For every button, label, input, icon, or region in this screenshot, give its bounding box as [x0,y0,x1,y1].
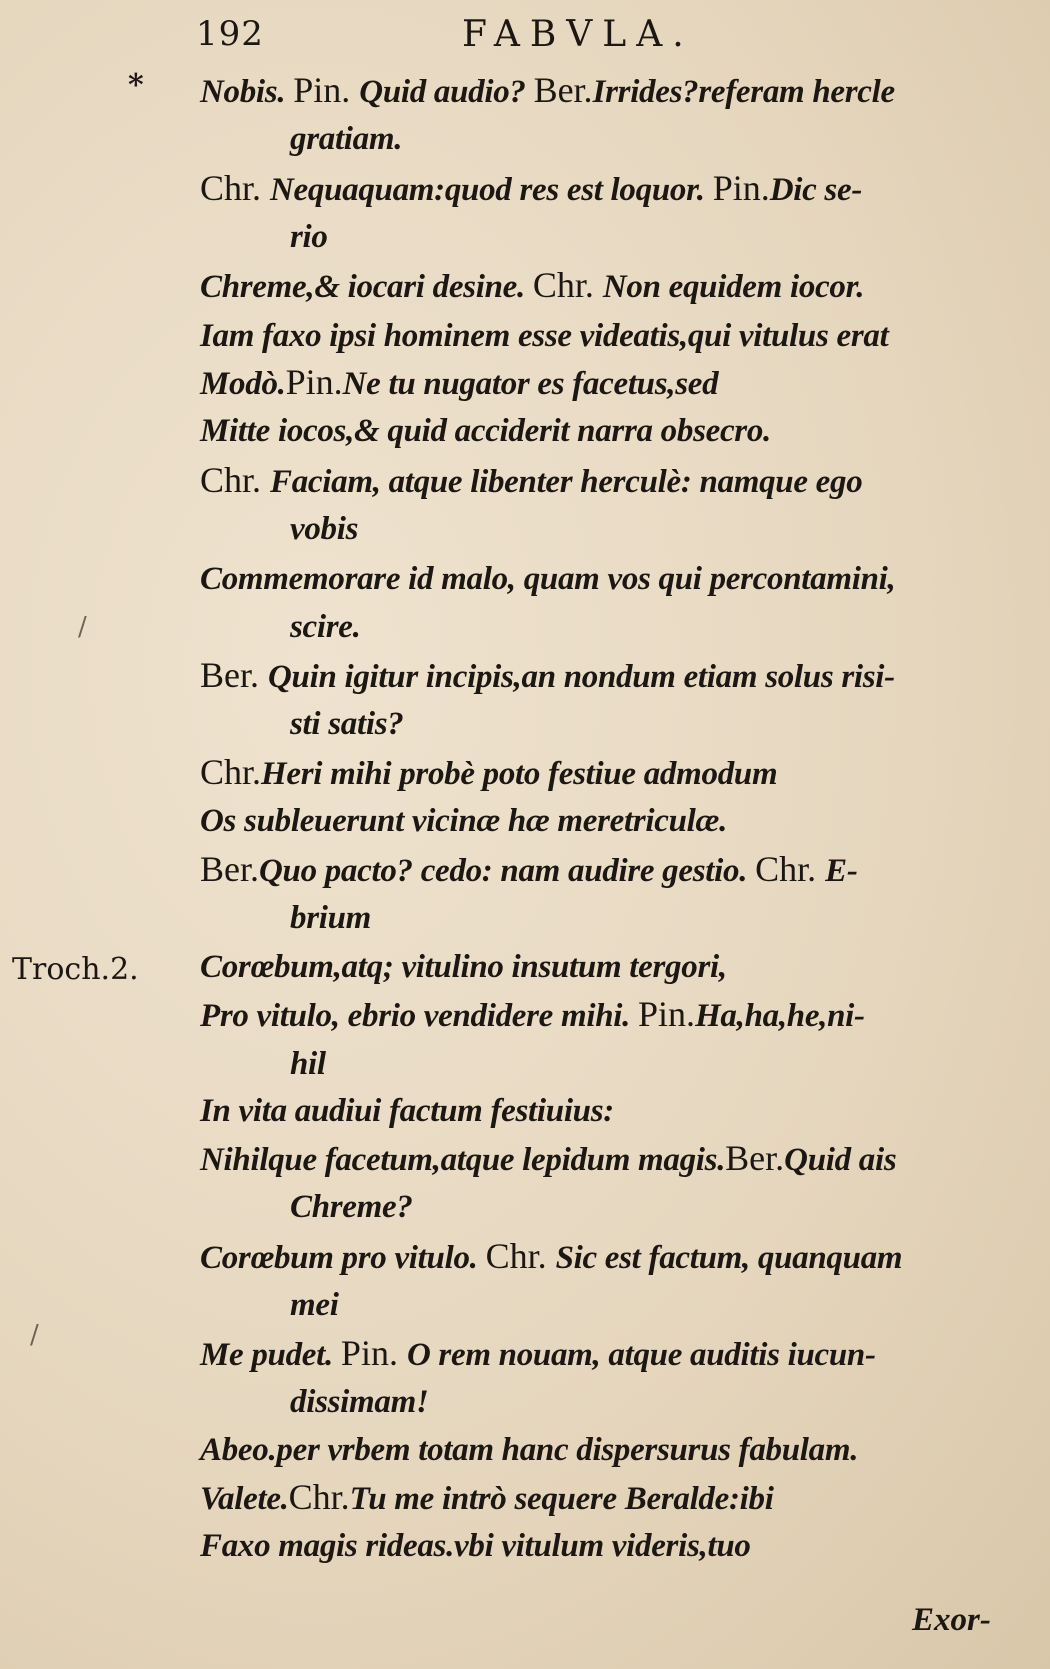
verse-text: Quin igitur incipis,an nondum etiam solus risi- [268,659,895,695]
speaker-label: Pin. [285,362,343,402]
verse-text: Ha,ha,he,ni- [695,998,865,1034]
speaker-label: Ber. [533,70,593,110]
marginal-note: Troch.2. [12,952,139,987]
verse-text: Quid ais [784,1142,897,1178]
speaker-label: Pin. [712,168,770,208]
text-line [200,265,864,307]
verse-text: E- [825,853,858,889]
asterisk-mark: * [128,68,144,103]
verse-text: Iam faxo ipsi hominem esse videatis,qui vitulus erat [200,318,889,354]
text-line [200,655,895,697]
verse-text: Dic se- [769,172,863,208]
text-line [290,897,371,938]
verse-text: Corœbum pro vitulo. [200,1240,486,1276]
verse-text: Valete. [200,1481,289,1517]
catchword: Exor- [912,1602,991,1638]
text-line [200,1477,774,1519]
page-header [0,8,1050,58]
text-line [290,1381,429,1422]
speaker-label: Chr. [288,1477,350,1517]
verse-text: Commemorare id malo, quam vos qui percontamini, [200,561,896,597]
verse-text: scire. [290,609,361,645]
page-number: 192 [196,14,264,54]
text-line [200,800,727,841]
text-line [200,1333,876,1375]
speaker-label: Chr. [485,1236,556,1276]
text-line [200,70,895,112]
text-line [290,1186,413,1227]
text-line [200,168,862,210]
text-line [290,508,358,549]
verse-text: Me pudet. [200,1337,341,1373]
verse-text: rio [290,219,328,255]
text-line [290,1043,326,1084]
verse-text: dissimam! [290,1384,429,1420]
running-head: FABVLA. [462,14,694,55]
verse-text: Sic est factum, quanquam [555,1240,903,1276]
verse-text: Nihilque facetum,atque lepidum magis. [200,1142,726,1178]
text-line [200,1525,751,1566]
text-line [200,994,865,1036]
margin-speck: / [30,1320,39,1350]
verse-text: Non equidem iocor. [602,269,865,305]
verse-text: brium [290,900,372,936]
verse-text: sti satis? [290,706,404,742]
verse-text: O rem nouam, atque auditis iucun- [406,1337,876,1373]
text-line [290,216,328,257]
verse-text: Abeo.per vrbem totam hanc dispersurus fabulam. [200,1432,859,1468]
verse-text: gratiam. [290,121,403,157]
verse-text: Quid audio? [359,74,534,110]
verse-text: Faxo magis rideas.vbi vitulum videris,tuo [200,1528,751,1564]
text-line [200,460,862,502]
verse-text: In vita audiui factum festiuius: [200,1093,614,1129]
verse-text: vobis [290,511,359,547]
verse-text: Pro vitulo, ebrio vendidere mihi. [200,998,639,1034]
speaker-label: Ber. [200,655,268,695]
text-line [200,1090,614,1131]
text-line [290,1284,339,1325]
text-line [290,118,402,159]
verse-text: Corœbum,atq; vitulino insutum tergori, [200,949,727,985]
text-line [200,558,895,599]
verse-text: Nequaquam:quod res est loquor. [270,172,713,208]
text-line [200,1429,858,1470]
verse-text: Irrides?referam hercle [592,74,895,110]
verse-text: Heri mihi probè poto festiue admodum [261,756,778,792]
speaker-label: Pin. [340,1333,407,1373]
text-line [200,362,718,404]
verse-text: Nobis. [200,74,294,110]
text-line [200,946,727,987]
text-line [200,849,858,891]
text-line [200,410,771,451]
text-line [290,703,403,744]
text-line [200,1236,902,1278]
speaker-label: Pin. [293,70,360,110]
verse-text: mei [290,1287,339,1323]
text-line [200,752,777,794]
speaker-label: Chr. [200,168,271,208]
verse-text: Chreme,& iocari desine. [200,269,533,305]
speaker-label: Chr. [200,752,262,792]
speaker-label: Ber. [725,1138,785,1178]
verse-text: Modò. [200,366,286,402]
speaker-label: Pin. [638,994,696,1034]
speaker-label: Ber. [200,849,259,889]
verse-text: Faciam, atque libenter herculè: namque ego [270,464,863,500]
verse-text: Quo pacto? cedo: nam audire gestio. [259,853,756,889]
text-line [200,1138,896,1180]
verse-text: Mitte iocos,& quid acciderit narra obsecro. [200,413,771,449]
text-line [290,606,361,647]
verse-text: Chreme? [290,1189,413,1225]
margin-speck: / [78,612,87,642]
speaker-label: Chr. [532,265,603,305]
text-line [200,315,888,356]
verse-text: Ne tu nugator es facetus,sed [342,366,719,402]
speaker-label: Chr. [200,460,271,500]
verse-text: Os subleuerunt vicinæ hæ meretriculæ. [200,803,728,839]
verse-text: Tu me intrò sequere Beralde:ibi [349,1481,774,1517]
verse-text: hil [290,1046,326,1082]
speaker-label: Chr. [755,849,826,889]
